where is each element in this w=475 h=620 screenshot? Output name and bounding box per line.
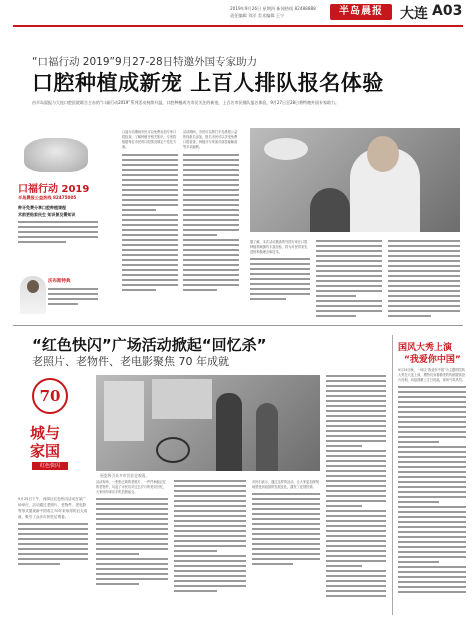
ad-body-text (18, 221, 98, 253)
ad-tagline-1: 种牙免费分享口腔种植课程 (18, 205, 66, 210)
patient-figure (310, 188, 350, 232)
story2-column-mid-1 (96, 480, 168, 614)
badge-mark: 70 (39, 387, 61, 405)
story2-mid-text: 活动现场，一张张泛黄的老照片、一件件承载记忆的老物件，勾起了市民们对过去岁月的美好回忆，大家纷纷拿出手机拍照留念。 (96, 480, 167, 494)
story1-column-4 (316, 240, 382, 320)
ad-title: 口福行动 2019 (18, 184, 90, 195)
story2-right-text: 市民们表示，通过这样的活动，让大家更加深刻地感受到祖国的发展变化，激发了爱国热情。 (252, 480, 319, 489)
story1-column-1 (122, 130, 178, 315)
story1-kicker: “口福行动 2019”9月27-28日特邀外国专家助力 (32, 56, 258, 68)
exhibition-board-icon-2 (152, 379, 212, 419)
doctor-head-icon (27, 280, 39, 293)
editor-line: 责任编辑 刘洋 美术编辑 王宁 (230, 13, 285, 18)
story1-column-3 (250, 240, 310, 320)
ad-hotline: 半岛晨报公益热线 82475005 (18, 195, 77, 200)
story1-column-5 (388, 240, 460, 320)
story2-photo (96, 375, 320, 471)
story1-col2-text: 活动期间，市民可以拨打半岛晨报公益热线报名参加，报名市民可以享受免费口腔检查，种植牙专家面对面答疑解惑等多项福利。 (183, 130, 238, 149)
doctor-label: 沃布斯特典 (48, 279, 71, 284)
story1-lead: 由半岛晨报与大连口腔医院联合主办的“口福行动2019”系列活动持续升温，口腔种植成为市民关注的新宠，上百名市民排队报名体验，9月27日至28日将特邀外国专家助力。 (32, 100, 340, 105)
doctor-portrait (20, 276, 46, 314)
story2-kicker: “红色快闪”广场活动掀起“回忆杀” (32, 336, 267, 354)
paper-logo (330, 4, 392, 20)
masthead-rule (13, 25, 463, 27)
bicycle-exhibit-icon (156, 437, 190, 463)
story2-subhead: 老照片、老物件、老电影聚焦 70 年成就 (32, 355, 229, 368)
masthead (0, 0, 475, 32)
photo-caption: 展览吸引众多市民驻足观看。 (100, 473, 150, 478)
badge-title-line-1: 城与 (30, 424, 61, 442)
doctor-caption (48, 288, 98, 312)
page-number: A03 (432, 3, 463, 19)
story2-left-text: 9月25日下午，西岗区红色快闪活动在某广场举行，活动通过老照片、老物件、老电影等形式展现新中国成立70年来取得的巨大成就，吸引了众多市民驻足观看。 (18, 497, 88, 519)
visitor-figure (216, 393, 242, 471)
story2-column-left (18, 496, 88, 614)
tooth-illustration (24, 138, 88, 172)
visitor-figure-2 (256, 403, 278, 471)
story1-photo (250, 128, 460, 232)
dental-light-icon (264, 138, 308, 160)
doctor-figure-head (367, 136, 399, 172)
story3-body (398, 368, 466, 616)
badge-label: 红色快闪 (32, 462, 68, 470)
section-divider (13, 325, 463, 326)
story1-headline: 口腔种植成新宠 上百人排队报名体验 (32, 71, 384, 95)
story3-subhead: “我爱你中国” (404, 355, 461, 365)
story1-col1-text: 口福行动期间市民可以免费参加专家口腔检查，了解种植牙相关知识，专家将根据每位市民的口腔情况制定个性化方案。 (122, 130, 177, 149)
story3-headline: 国风大秀上演 (398, 343, 453, 353)
ad-tagline-2: 术前更贴家民生 知识普及需知识 (18, 212, 76, 217)
paper-name: 半岛晨报 (339, 6, 383, 17)
anniversary-emblem-icon (32, 378, 68, 414)
story2-column-mid-2 (174, 480, 246, 614)
exhibition-board-icon (104, 381, 144, 441)
section-name: 大连 (400, 6, 428, 22)
kou-fu-ad (18, 128, 98, 328)
badge-title-line-2: 家国 (30, 442, 61, 460)
story2-column-mid-3 (252, 480, 320, 614)
story1-col3-text: 据了解，本次活动邀请的外国专家在口腔种植领域拥有丰富经验，将为市民带来先进的种植理念和技术。 (250, 240, 308, 254)
story1-column-2 (183, 130, 239, 315)
column-divider (392, 335, 393, 615)
story2-column-side (326, 375, 386, 615)
city-and-nation-badge (18, 372, 82, 490)
date-line: 2019年9月26日 星期四 新闻热线 82488888 (230, 6, 316, 11)
story3-body-text: 9月24日晚，一场以“我爱你中国”为主题的国风大秀在大连上演，模特们身着精美的传统服饰登台亮相，向祖国献上生日祝福，现场气氛热烈。 (398, 368, 465, 382)
